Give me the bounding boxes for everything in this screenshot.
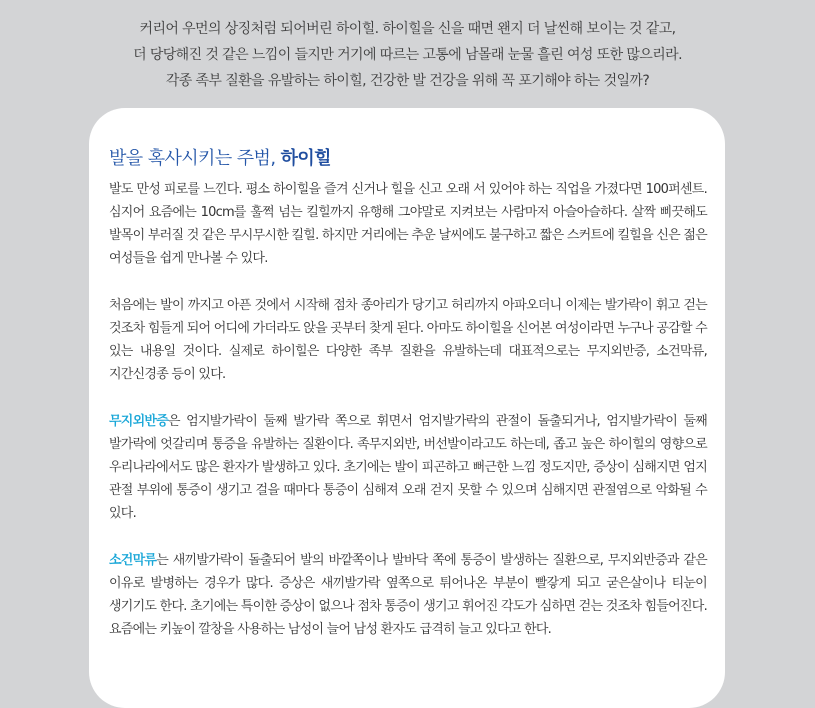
- article-card: [89, 108, 725, 708]
- term-bunionette: 소건막류: [109, 553, 157, 568]
- intro-line-3: 각종 족부 질환을 유발하는 하이힐, 건강한 발 건강을 위해 꼭 포기해야 하는 것일까?: [165, 73, 650, 89]
- article-paragraph-3: [109, 410, 707, 525]
- article-paragraph-4: [109, 549, 707, 641]
- intro-line-2: 더 당당해진 것 같은 느낌이 들지만 거기에 따르는 고통에 남몰래 눈물 흘린 여성 또한 많으리라.: [133, 47, 682, 63]
- article-paragraph-1: 발도 만성 피로를 느낀다. 평소 하이힐을 즐겨 신거나 힐을 신고 오래 서 있어야 하는 직업을 가졌다면 100퍼센트. 심지어 요즘에는 10cm를 훌쩍 넘는 킬힐까지 유행해 그야말로 지켜보는 사람마저 아슬아슬하다. 살짝 삐끗해도 발목이 부러질 것 같은 무시무시한 킬힐. 하지만 거리에는 추운 날씨에도 불구하고 짧은 스커트에 킬힐을 신은 젊은 여성들을 쉽게 만나볼 수 있다.: [109, 182, 707, 266]
- article-title-emphasis: 하이힐: [280, 148, 331, 169]
- article-paragraph-2: 처음에는 발이 까지고 아픈 것에서 시작해 점차 종아리가 당기고 허리까지 아파오더니 이제는 발가락이 휘고 걷는 것조차 힘들게 되어 어디에 가더라도 앉을 곳부터 찾게 된다. 아마도 하이힐을 신어본 여성이라면 누구나 공감할 수 있는 내용일 것이다. 실제로 하이힐은 다양한 족부 질환을 유발하는데 대표적으로는 무지외반증, 소건막류, 지간신경종 등이 있다.: [109, 298, 707, 382]
- article-title-prefix: 발을 혹사시키는 주범,: [109, 148, 281, 169]
- article-title: [109, 146, 707, 172]
- intro-line-1: 커리어 우먼의 상징처럼 되어버린 하이힐. 하이힐을 신을 때면 왠지 더 날씬해 보이는 것 같고,: [139, 21, 676, 37]
- term-hallux-valgus: 무지외반증: [109, 414, 169, 429]
- intro-text: [0, 16, 815, 94]
- article-paragraph-3-text: 은 엄지발가락이 둘째 발가락 쪽으로 휘면서 엄지발가락의 관절이 돌출되거나, 엄지발가락이 둘째 발가락에 엇갈리며 통증을 유발하는 질환이다. 족무지외반, 버선발이라고도 하는데, 좁고 높은 하이힐의 영향으로 우리나라에서도 많은 환자가 발생하고 있다. 초기에는 발이 피곤하고 뻐근한 느낌 정도지만, 증상이 심해지면 엄지 관절 부위에 통증이 생기고 걸을 때마다 통증이 심해져 오래 걷지 못할 수 있으며 심해지면 관절염으로 악화될 수 있다.: [109, 414, 707, 521]
- article-paragraph-4-text: 는 새끼발가락이 돌출되어 발의 바깥쪽이나 발바닥 쪽에 통증이 발생하는 질환으로, 무지외반증과 같은 이유로 발병하는 경우가 많다. 증상은 새끼발가락 옆쪽으로 튀어나온 부분이 빨갛게 되고 굳은살이나 티눈이 생기기도 한다. 초기에는 특이한 증상이 없으나 점차 통증이 생기고 휘어진 각도가 심하면 걷는 것조차 힘들어진다. 요즘에는 키높이 깔창을 사용하는 남성이 늘어 남성 환자도 급격히 늘고 있다고 한다.: [109, 553, 707, 637]
